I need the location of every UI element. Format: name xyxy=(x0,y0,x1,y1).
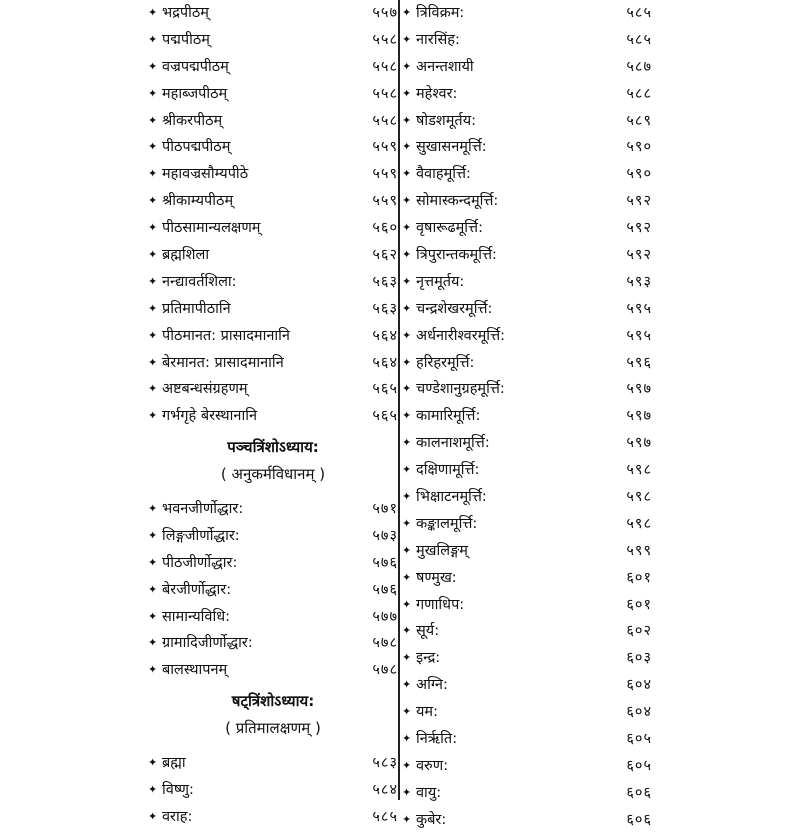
toc-entry xyxy=(402,753,652,780)
toc-entry xyxy=(402,296,652,323)
bullet-icon: ✦ xyxy=(148,555,158,569)
chapter-36-subtitle: ( प्रतिमालक्षणम् ) xyxy=(225,719,321,738)
bullet-icon: ✦ xyxy=(402,651,412,665)
entry-title: पद्मपीठम् xyxy=(162,31,210,48)
entry-title: कङ्कालमूर्त्ति: xyxy=(416,515,478,532)
bullet-icon: ✦ xyxy=(148,301,158,315)
bullet-icon: ✦ xyxy=(148,86,158,100)
bullet-icon: ✦ xyxy=(402,490,412,504)
toc-entry xyxy=(148,27,398,54)
toc-entry xyxy=(402,538,652,565)
bullet-icon: ✦ xyxy=(402,463,412,477)
entry-group xyxy=(148,0,398,430)
entry-page-number: ५६५ xyxy=(372,381,398,398)
entry-page-number: ५९३ xyxy=(626,273,652,290)
toc-entry xyxy=(148,0,398,27)
entry-title: कुबेर: xyxy=(416,811,447,828)
bullet-icon: ✦ xyxy=(148,609,158,623)
entry-title: इन्द्र: xyxy=(416,650,441,667)
entry-page-number: ५७६ xyxy=(372,581,398,598)
bullet-icon: ✦ xyxy=(148,582,158,596)
entry-page-number: ५९७ xyxy=(626,435,652,452)
bullet-icon: ✦ xyxy=(402,624,412,638)
entry-page-number: ६०२ xyxy=(626,623,652,640)
toc-entry xyxy=(148,604,398,631)
bullet-icon: ✦ xyxy=(148,756,158,770)
toc-entry xyxy=(402,592,652,619)
entry-page-number: ५५९ xyxy=(372,166,398,183)
entry-title: ब्रह्मा xyxy=(162,755,186,772)
bullet-icon: ✦ xyxy=(402,6,412,19)
entry-page-number: ६०१ xyxy=(626,596,652,613)
entry-page-number: ५९७ xyxy=(626,381,652,398)
entry-title: सुखासनमूर्त्ति: xyxy=(416,139,487,156)
entry-page-number: ५८९ xyxy=(626,112,652,129)
bullet-icon: ✦ xyxy=(148,636,158,650)
bullet-icon: ✦ xyxy=(148,355,158,369)
entry-page-number: ५९८ xyxy=(626,515,652,532)
entry-title: वायु: xyxy=(416,784,442,801)
bullet-icon: ✦ xyxy=(148,328,158,342)
bullet-icon: ✦ xyxy=(402,86,412,100)
entry-title: अर्धनारीश्वरमूर्त्ति: xyxy=(416,327,505,344)
entry-page-number: ५५७ xyxy=(372,5,398,21)
entry-title: चण्डेशानुग्रहमूर्त्ति: xyxy=(416,381,505,398)
entry-page-number: ५८३ xyxy=(372,755,398,772)
toc-entry xyxy=(148,108,398,135)
bullet-icon: ✦ xyxy=(148,140,158,154)
entry-page-number: ५८४ xyxy=(372,781,398,798)
bullet-icon: ✦ xyxy=(402,409,412,423)
toc-entry xyxy=(402,807,652,834)
toc-entry xyxy=(402,618,652,645)
entry-title: सामान्यविधि: xyxy=(162,608,231,625)
toc-entry xyxy=(402,215,652,242)
entry-page-number: ५६४ xyxy=(372,327,398,344)
entry-page-number: ५७६ xyxy=(372,554,398,571)
entry-title: प्रतिमापीठानि xyxy=(162,300,231,317)
toc-entry xyxy=(148,269,398,296)
bullet-icon: ✦ xyxy=(402,167,412,181)
entry-page-number: ५९० xyxy=(626,139,652,156)
bullet-icon: ✦ xyxy=(402,732,412,746)
entry-title: गणाधिप: xyxy=(416,596,465,613)
toc-entry xyxy=(148,54,398,81)
bullet-icon: ✦ xyxy=(402,301,412,315)
entry-page-number: ५७३ xyxy=(372,527,398,544)
entry-page-number: ५९० xyxy=(626,166,652,183)
entry-title: हरिहरमूर्त्ति: xyxy=(416,354,475,371)
toc-entry xyxy=(148,550,398,577)
entry-title: श्रीकाम्यपीठम् xyxy=(162,193,234,210)
toc-entry xyxy=(402,54,652,81)
toc-entry xyxy=(402,672,652,699)
toc-entry xyxy=(402,376,652,403)
entry-title: कालनाशमूर्त्ति: xyxy=(416,435,490,452)
toc-entry xyxy=(148,161,398,188)
toc-entry xyxy=(402,403,652,430)
entry-page-number: ५९८ xyxy=(626,462,652,479)
bullet-icon: ✦ xyxy=(148,809,158,823)
entry-page-number: ५९९ xyxy=(626,542,652,559)
bullet-icon: ✦ xyxy=(402,113,412,127)
toc-entry xyxy=(402,457,652,484)
entry-page-number: ५७८ xyxy=(372,635,398,652)
bullet-icon: ✦ xyxy=(148,382,158,396)
entry-title: वराह: xyxy=(162,808,193,825)
toc-entry xyxy=(402,484,652,511)
toc-entry xyxy=(402,27,652,54)
bullet-icon: ✦ xyxy=(402,436,412,450)
entry-page-number: ६०६ xyxy=(626,811,652,828)
entry-page-number: ५६३ xyxy=(372,300,398,317)
toc-entry xyxy=(402,269,652,296)
toc-entry xyxy=(402,188,652,215)
entry-title: मुखलिङ्गम् xyxy=(416,542,468,559)
toc-entry xyxy=(148,188,398,215)
entry-title: सोमास्कन्दमूर्त्ति: xyxy=(416,193,499,210)
entry-title: नृत्तमूर्तय: xyxy=(416,273,465,290)
entry-page-number: ५९५ xyxy=(626,300,652,317)
bullet-icon: ✦ xyxy=(402,274,412,288)
entry-title: चन्द्रशेखरमूर्त्ति: xyxy=(416,300,493,317)
entry-page-number: ५५९ xyxy=(372,139,398,156)
toc-entry xyxy=(402,780,652,807)
toc-entry xyxy=(402,645,652,672)
entry-page-number: ५९२ xyxy=(626,193,652,210)
toc-entry xyxy=(402,134,652,161)
toc-entry xyxy=(148,296,398,323)
entry-title: षण्मुख: xyxy=(416,569,457,586)
bullet-icon: ✦ xyxy=(402,140,412,154)
entry-title: श्रीकरपीठम् xyxy=(162,112,223,129)
entry-page-number: ६०३ xyxy=(626,650,652,667)
entry-group xyxy=(148,750,398,831)
entry-title: पीठमानत: प्रासादमानानि xyxy=(162,327,290,344)
entry-page-number: ६०१ xyxy=(626,569,652,586)
toc-entry xyxy=(402,161,652,188)
bullet-icon: ✦ xyxy=(148,221,158,235)
entry-title: महावज्रसौम्यपीठे xyxy=(162,166,249,183)
entry-page-number: ५९६ xyxy=(626,354,652,371)
entry-page-number: ६०६ xyxy=(626,784,652,801)
entry-title: नारसिंह: xyxy=(416,31,460,48)
entry-title: वृषारूढमूर्त्ति: xyxy=(416,220,483,237)
entry-page-number: ५६४ xyxy=(372,354,398,371)
toc-entry xyxy=(148,81,398,108)
bullet-icon: ✦ xyxy=(148,274,158,288)
chapter-36-heading: षट्त्रिंशोऽध्याय: xyxy=(231,692,315,711)
bullet-icon: ✦ xyxy=(402,59,412,73)
entry-page-number: ५६३ xyxy=(372,273,398,290)
bullet-icon: ✦ xyxy=(148,502,158,516)
bullet-icon: ✦ xyxy=(402,705,412,719)
entry-page-number: ५६५ xyxy=(372,408,398,425)
entry-page-number: ५६२ xyxy=(372,247,398,264)
bullet-icon: ✦ xyxy=(402,221,412,235)
bullet-icon: ✦ xyxy=(402,812,412,826)
entry-page-number: ५८८ xyxy=(626,85,652,102)
toc-entry xyxy=(402,726,652,753)
toc-entry xyxy=(148,242,398,269)
toc-entry xyxy=(148,750,398,777)
entry-title: वरुण: xyxy=(416,757,449,774)
entry-page-number: ५८५ xyxy=(372,808,398,825)
entry-page-number: ५५८ xyxy=(372,31,398,48)
toc-entry xyxy=(402,242,652,269)
entry-title: पीठसामान्यलक्षणम् xyxy=(162,220,261,237)
entry-page-number: ६०५ xyxy=(626,757,652,774)
entry-page-number: ५७१ xyxy=(372,501,398,518)
entry-title: वैवाहमूर्त्ति: xyxy=(416,166,471,183)
toc-entry xyxy=(402,0,652,27)
toc-entry xyxy=(402,323,652,350)
bullet-icon: ✦ xyxy=(148,663,158,677)
entry-title: बालस्थापनम् xyxy=(162,662,228,679)
bullet-icon: ✦ xyxy=(402,328,412,342)
toc-entry xyxy=(402,350,652,377)
entry-title: बेरजीर्णोद्धार: xyxy=(162,581,232,598)
entry-title: यम: xyxy=(416,704,438,721)
entry-page-number: ६०५ xyxy=(626,731,652,748)
bullet-icon: ✦ xyxy=(148,167,158,181)
entry-page-number: ५६० xyxy=(372,220,398,237)
entry-title: लिङ्गजीर्णोद्धार: xyxy=(162,527,240,544)
entry-title: ब्रह्मशिला xyxy=(162,247,210,264)
bullet-icon: ✦ xyxy=(148,6,158,19)
bullet-icon: ✦ xyxy=(402,678,412,692)
left-column xyxy=(148,0,398,831)
entry-title: भिक्षाटनमूर्त्ति: xyxy=(416,489,487,506)
bullet-icon: ✦ xyxy=(402,194,412,208)
entry-page-number: ५९२ xyxy=(626,220,652,237)
bullet-icon: ✦ xyxy=(402,248,412,262)
entry-title: महाब्जपीठम् xyxy=(162,85,228,102)
bullet-icon: ✦ xyxy=(148,248,158,262)
right-column xyxy=(402,0,652,834)
entry-page-number: ५५९ xyxy=(372,193,398,210)
bullet-icon: ✦ xyxy=(402,32,412,46)
entry-group xyxy=(402,0,652,834)
toc-entry xyxy=(148,657,398,684)
entry-page-number: ५८७ xyxy=(626,58,652,75)
toc-entry xyxy=(402,565,652,592)
toc-entry xyxy=(402,511,652,538)
entry-title: अग्नि: xyxy=(416,677,448,694)
entry-title: पीठपद्मपीठम् xyxy=(162,139,231,156)
bullet-icon: ✦ xyxy=(402,758,412,772)
entry-title: सूर्य: xyxy=(416,623,440,640)
entry-page-number: ५५८ xyxy=(372,85,398,102)
bullet-icon: ✦ xyxy=(402,543,412,557)
entry-title: निर्ऋति: xyxy=(416,731,458,748)
toc-entry xyxy=(148,496,398,523)
entry-title: अनन्तशायी xyxy=(416,58,474,75)
bullet-icon: ✦ xyxy=(402,597,412,611)
entry-group xyxy=(148,496,398,684)
entry-title: कामारिमूर्त्ति: xyxy=(416,408,481,425)
toc-entry xyxy=(148,523,398,550)
entry-title: विष्णु: xyxy=(162,781,194,798)
entry-page-number: ५५८ xyxy=(372,58,398,75)
entry-title: अष्टबन्धसंग्रहणम् xyxy=(162,381,248,398)
toc-entry xyxy=(148,215,398,242)
entry-page-number: ५९२ xyxy=(626,247,652,264)
toc-entry xyxy=(148,350,398,377)
entry-title: षोडशमूर्तय: xyxy=(416,112,476,129)
toc-entry xyxy=(148,804,398,831)
entry-page-number: ५७७ xyxy=(372,608,398,625)
bullet-icon: ✦ xyxy=(148,528,158,542)
entry-page-number: ५८५ xyxy=(626,31,652,48)
chapter-35-subtitle: ( अनुकर्मविधानम् ) xyxy=(220,465,326,484)
bullet-icon: ✦ xyxy=(148,782,158,796)
toc-entry xyxy=(402,81,652,108)
entry-title: भद्रपीठम् xyxy=(162,5,209,21)
entry-page-number: ६०४ xyxy=(626,704,652,721)
toc-entry xyxy=(148,323,398,350)
bullet-icon: ✦ xyxy=(148,409,158,423)
toc-entry xyxy=(148,577,398,604)
entry-title: त्रिपुरान्तकमूर्त्ति: xyxy=(416,247,497,264)
entry-title: गर्भगृहे बेरस्थानानि xyxy=(162,408,258,425)
entry-title: ग्रामादिजीर्णोद्धार: xyxy=(162,635,253,652)
entry-title: पीठजीर्णोद्धार: xyxy=(162,554,238,571)
bullet-icon: ✦ xyxy=(402,382,412,396)
entry-title: दक्षिणामूर्त्ति: xyxy=(416,462,480,479)
column-divider xyxy=(398,0,400,800)
bullet-icon: ✦ xyxy=(148,59,158,73)
bullet-icon: ✦ xyxy=(402,516,412,530)
toc-entry xyxy=(402,430,652,457)
entry-page-number: ५७८ xyxy=(372,662,398,679)
entry-title: भवनजीर्णोद्धार: xyxy=(162,501,244,518)
bullet-icon: ✦ xyxy=(148,32,158,46)
bullet-icon: ✦ xyxy=(402,355,412,369)
entry-page-number: ५९५ xyxy=(626,327,652,344)
toc-entry xyxy=(402,699,652,726)
entry-title: त्रिविक्रम: xyxy=(416,5,465,21)
toc-entry xyxy=(148,403,398,430)
entry-page-number: ५८५ xyxy=(626,5,652,21)
entry-page-number: ६०४ xyxy=(626,677,652,694)
entry-page-number: ५५८ xyxy=(372,112,398,129)
entry-title: बेरमानत: प्रासादमानानि xyxy=(162,354,284,371)
bullet-icon: ✦ xyxy=(402,785,412,799)
toc-entry xyxy=(402,108,652,135)
toc-entry xyxy=(148,134,398,161)
toc-entry xyxy=(148,376,398,403)
bullet-icon: ✦ xyxy=(148,113,158,127)
entry-title: नन्द्यावर्तशिला: xyxy=(162,273,237,290)
entry-title: वज्रपद्मपीठम् xyxy=(162,58,229,75)
entry-title: महेश्वर: xyxy=(416,85,458,102)
bullet-icon: ✦ xyxy=(148,194,158,208)
chapter-35-heading: पञ्चत्रिंशोऽध्याय: xyxy=(227,438,319,457)
bullet-icon: ✦ xyxy=(402,570,412,584)
entry-page-number: ५९७ xyxy=(626,408,652,425)
toc-entry xyxy=(148,630,398,657)
entry-page-number: ५९८ xyxy=(626,489,652,506)
